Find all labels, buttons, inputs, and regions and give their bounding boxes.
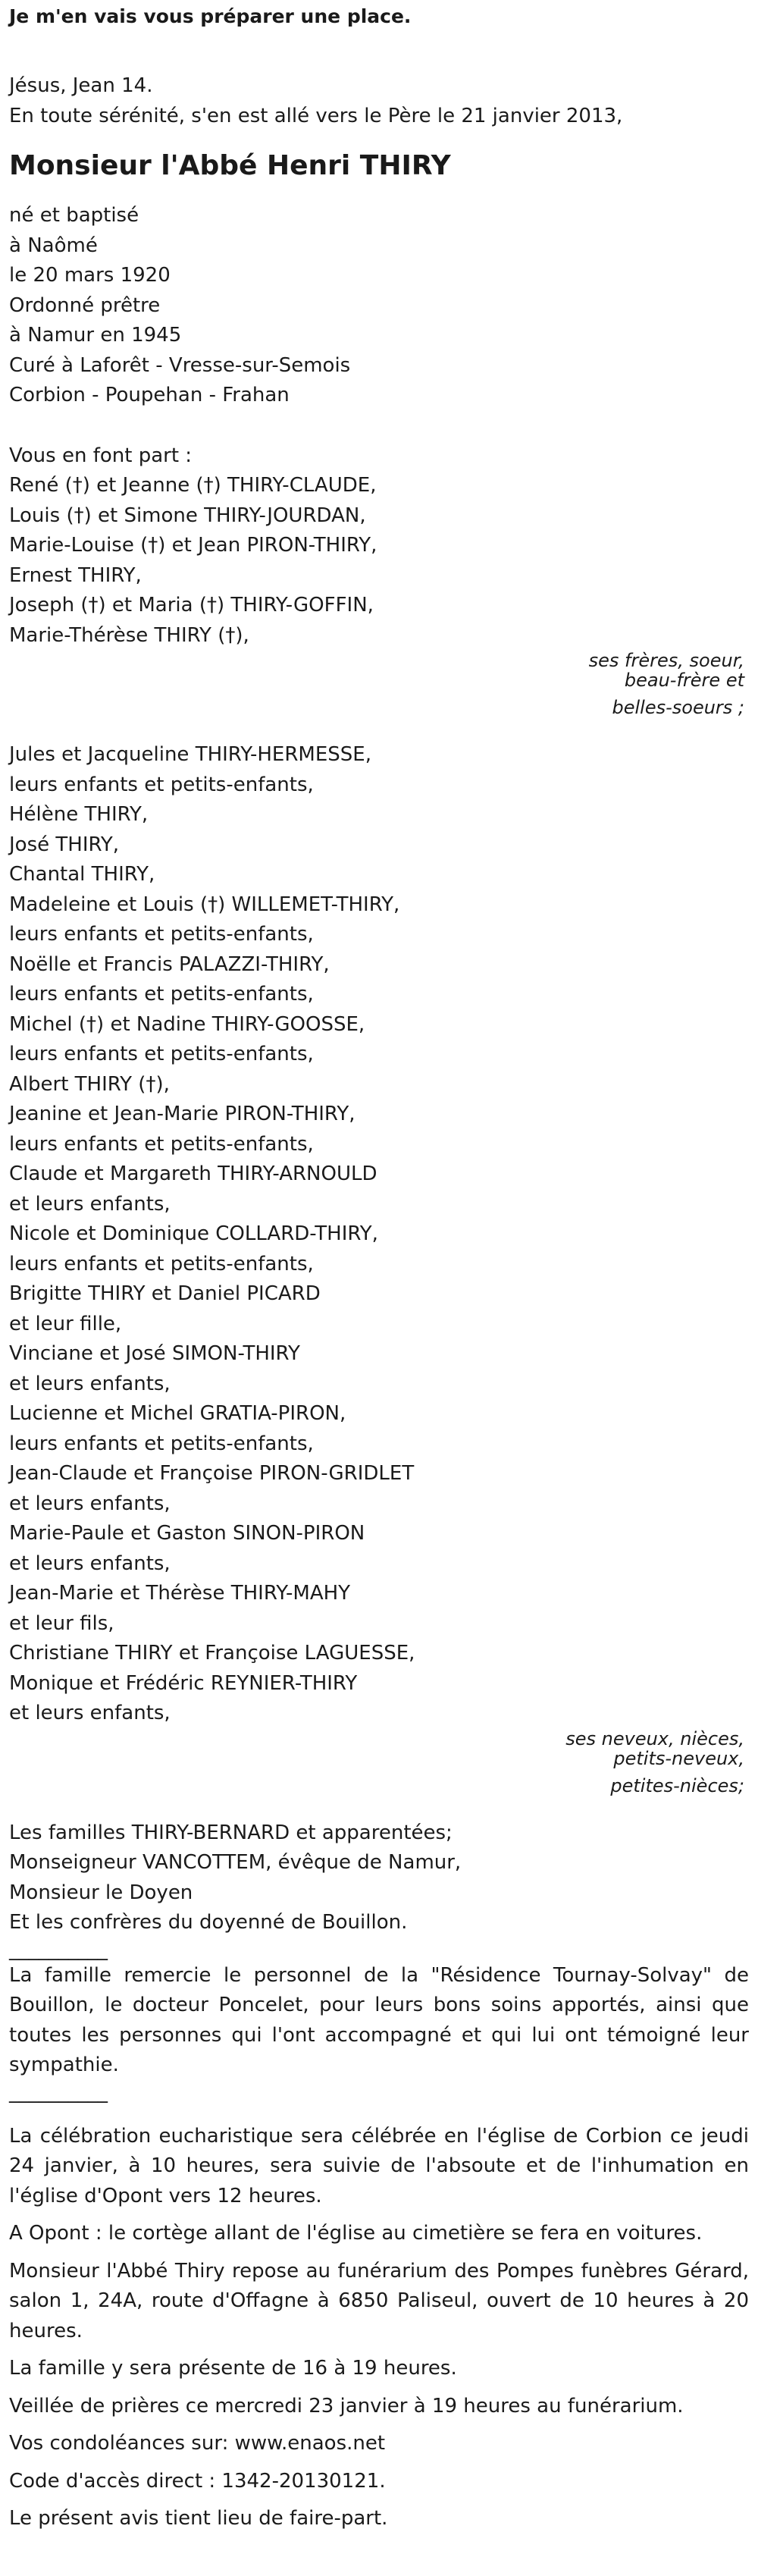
list-item: René (†) et Jeanne (†) THIRY-CLAUDE, <box>9 474 377 497</box>
list-item: et leurs enfants, <box>9 1552 171 1575</box>
siblings-list <box>9 471 749 651</box>
header-quote: Je m'en vais vous préparer une place. <box>9 5 412 27</box>
relation-line: petits-neveux, <box>613 1747 744 1769</box>
list-item: et leurs enfants, <box>9 1702 171 1724</box>
bio-line: Corbion - Poupehan - Frahan <box>9 384 290 406</box>
relation-line: ses neveux, nièces, <box>565 1727 744 1749</box>
list-item: Claude et Margareth THIRY-ARNOULD <box>9 1162 377 1185</box>
list-item: Marie-Louise (†) et Jean PIRON-THIRY, <box>9 534 377 557</box>
ceremony-paragraph: La célébration eucharistique sera célébrée en l'église de Corbion ce jeudi 24 janvier, à 10 heures, sera suivie de l'absoute et de l'inhumation en l'église d'Opont vers 12 heures. <box>9 2124 749 2207</box>
bio-block <box>9 201 749 411</box>
list-item: Hélène THIRY, <box>9 803 149 826</box>
list-item: et leurs enfants, <box>9 1192 171 1216</box>
others-list <box>9 1818 749 1938</box>
list-item: Joseph (†) et Maria (†) THIRY-GOFFIN, <box>9 594 374 617</box>
list-item: leurs enfants et petits-enfants, <box>9 1043 314 1065</box>
funeral-home-paragraph: Monsieur l'Abbé Thiry repose au funérarium des Pompes funèbres Gérard, salon 1, 24A, route d'Offagne à 6850 Paliseul, ouvert de 10 heures à 20 heures. <box>9 2259 749 2342</box>
list-item: Albert THIRY (†), <box>9 1072 170 1096</box>
intro-line: En toute sérénité, s'en est allé vers le Père le 21 janvier 2013, <box>9 104 623 127</box>
list-item: Christiane THIRY et Françoise LAGUESSE, <box>9 1642 415 1665</box>
closing-paragraph: Le présent avis tient lieu de faire-part. <box>9 2507 388 2530</box>
list-item: et leurs enfants, <box>9 1372 171 1395</box>
intro-line: Jésus, Jean 14. <box>9 74 153 97</box>
list-item: Monique et Frédéric REYNIER-THIRY <box>9 1671 358 1695</box>
bio-line: à Namur en 1945 <box>9 324 182 347</box>
list-item: Les familles THIRY-BERNARD et apparentées; <box>9 1821 453 1844</box>
list-item: Marie-Paule et Gaston SINON-PIRON <box>9 1522 365 1545</box>
list-item: Jules et Jacqueline THIRY-HERMESSE, <box>9 743 371 766</box>
bio-line: Curé à Laforêt - Vresse-sur-Semois <box>9 353 351 377</box>
list-item: Jean-Marie et Thérèse THIRY-MAHY <box>9 1582 351 1605</box>
list-item: Brigitte THIRY et Daniel PICARD <box>9 1282 321 1305</box>
list-item: Chantal THIRY, <box>9 863 155 886</box>
list-item: Monsieur le Doyen <box>9 1881 193 1904</box>
list-item: Madeleine et Louis (†) WILLEMET-THIRY, <box>9 893 400 916</box>
vigil-paragraph: Veillée de prières ce mercredi 23 janvier à 19 heures au funérarium. <box>9 2394 684 2418</box>
list-item: leurs enfants et petits-enfants, <box>9 1432 314 1455</box>
deceased-name: Monsieur l'Abbé Henri THIRY <box>9 150 451 181</box>
bio-line: à Naômé <box>9 234 98 257</box>
list-item: Nicole et Dominique COLLARD-THIRY, <box>9 1222 378 1245</box>
nephews-list <box>9 740 749 1729</box>
announce-lead: Vous en font part : <box>9 444 193 467</box>
bio-line: le 20 mars 1920 <box>9 264 171 287</box>
list-item: et leur fille, <box>9 1312 122 1335</box>
details-block <box>9 2122 749 2534</box>
nephews-relation <box>9 1729 749 1796</box>
list-item: Jean-Claude et Françoise PIRON-GRIDLET <box>9 1462 415 1485</box>
list-item: leurs enfants et petits-enfants, <box>9 923 314 946</box>
list-item: et leurs enfants, <box>9 1492 171 1515</box>
cortege-paragraph: A Opont : le cortège allant de l'église au cimetière se fera en voitures. <box>9 2222 703 2245</box>
list-item: leurs enfants et petits-enfants, <box>9 773 314 796</box>
bio-line: né et baptisé <box>9 204 139 227</box>
list-item: Louis (†) et Simone THIRY-JOURDAN, <box>9 504 366 527</box>
bio-line: Ordonné prêtre <box>9 293 161 317</box>
access-code-paragraph: Code d'accès direct : 1342-20130121. <box>9 2469 386 2493</box>
list-item: Marie-Thérèse THIRY (†), <box>9 623 249 647</box>
list-item: Michel (†) et Nadine THIRY-GOOSSE, <box>9 1012 365 1036</box>
intro-block <box>9 71 749 131</box>
separator: __________ <box>9 1937 108 1961</box>
relation-line: ses frères, soeur, <box>588 650 744 671</box>
list-item: leurs enfants et petits-enfants, <box>9 1252 314 1275</box>
relation-line: petites-nièces; <box>610 1774 744 1796</box>
list-item: Vinciane et José SIMON-THIRY <box>9 1342 300 1365</box>
list-item: et leur fils, <box>9 1611 114 1635</box>
condolences-paragraph: Vos condoléances sur: www.enaos.net <box>9 2432 386 2455</box>
list-item: Monseigneur VANCOTTEM, évêque de Namur, <box>9 1851 462 1874</box>
relation-line: beau-frère et <box>624 670 744 691</box>
list-item: Jeanine et Jean-Marie PIRON-THIRY, <box>9 1103 356 1125</box>
siblings-relation <box>9 651 749 717</box>
separator: __________ <box>9 2080 108 2104</box>
list-item: Et les confrères du doyenné de Bouillon. <box>9 1911 408 1934</box>
list-item: Noëlle et Francis PALAZZI-THIRY, <box>9 952 330 976</box>
thanks-paragraph: La famille remercie le personnel de la "Résidence Tournay-Solvay" de Bouillon, le docteur Poncelet, pour leurs bons soins apportés, ainsi que toutes les personnes qui l'ont accompagné et qui lui ont témoigné leur sympathie. <box>9 1963 749 2076</box>
list-item: José THIRY, <box>9 833 120 856</box>
list-item: Ernest THIRY, <box>9 563 142 587</box>
list-item: leurs enfants et petits-enfants, <box>9 1132 314 1156</box>
relation-line: belles-soeurs ; <box>612 697 744 718</box>
list-item: Lucienne et Michel GRATIA-PIRON, <box>9 1402 346 1425</box>
family-presence-paragraph: La famille y sera présente de 16 à 19 heures. <box>9 2357 457 2380</box>
list-item: leurs enfants et petits-enfants, <box>9 983 314 1006</box>
